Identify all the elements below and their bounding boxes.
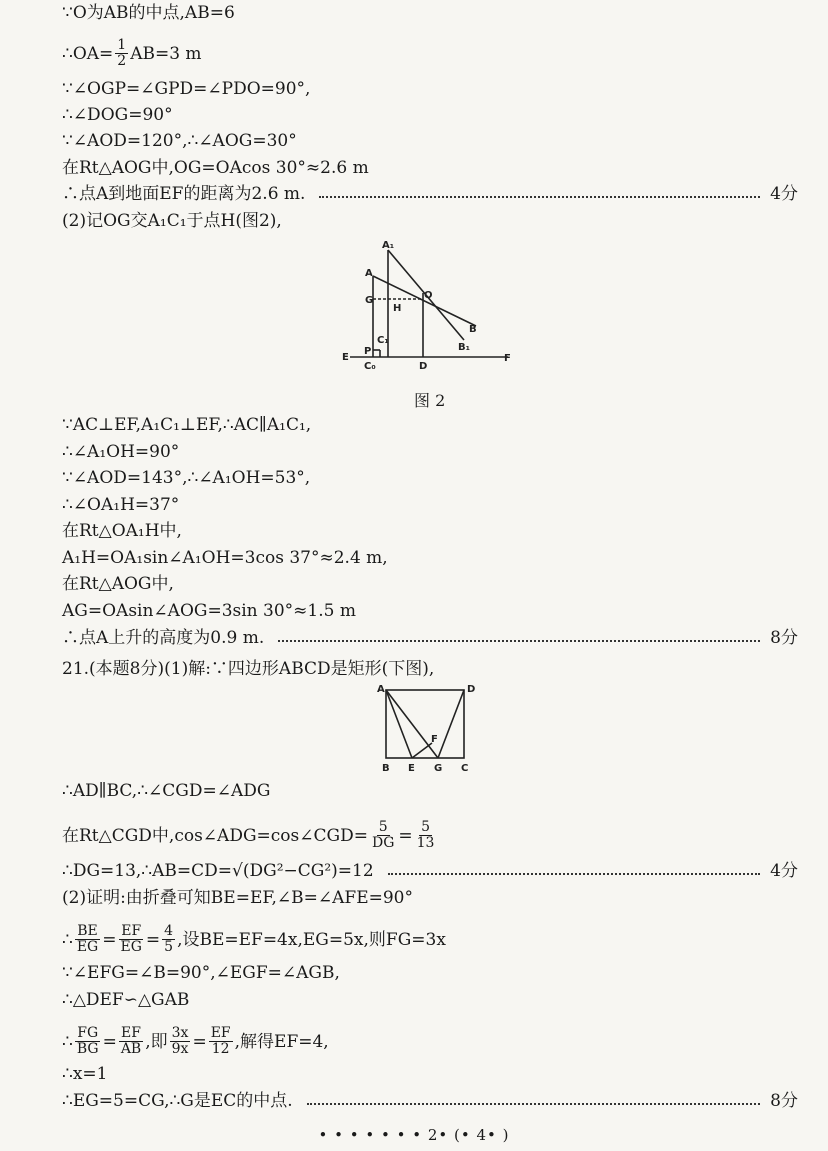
line-3: ∵∠OGP=∠GPD=∠PDO=90°, (62, 79, 311, 99)
line-28: ∴EG=5=CG,∴G是EC的中点. 8分 (62, 1091, 798, 1111)
score-label: 4分 (770, 861, 798, 881)
label-h: H (393, 303, 402, 314)
rectangle-figure (374, 682, 482, 774)
line-11: ∵∠AOD=143°,∴∠A₁OH=53°, (62, 468, 311, 488)
line-22: (2)证明:由折叠可知BE=EF,∠B=∠AFE=90° (62, 888, 413, 908)
label-g: G (365, 295, 374, 306)
fraction-half: $\frac{1}{2}$ (117, 37, 127, 69)
line-24: ∵∠EFG=∠B=90°,∠EGF=∠AGB, (62, 963, 340, 983)
line-1: ∵O为AB的中点,AB=6 (62, 3, 235, 23)
label-d: D (419, 361, 428, 372)
line-10: ∴∠A₁OH=90° (62, 442, 180, 462)
rect-label-c: C (461, 763, 469, 774)
line-5: ∵∠AOD=120°,∴∠AOG=30° (62, 131, 297, 151)
score-label: 4分 (770, 184, 798, 204)
segment-ef (412, 743, 432, 758)
line-9: ∵AC⊥EF,A₁C₁⊥EF,∴AC∥A₁C₁, (62, 415, 312, 435)
line-8: (2)记OG交A₁C₁于点H(图2), (62, 211, 282, 231)
label-b: B (469, 324, 477, 335)
line-18: 21.(本题8分)(1)解:∵四边形ABCD是矩形(下图), (62, 659, 435, 679)
page-footer: • • • • • • • 2• (• 4• ) (318, 1126, 510, 1144)
figure-caption: 图 2 (414, 391, 446, 410)
line-12: ∴∠OA₁H=37° (62, 495, 180, 515)
label-o: O (424, 290, 433, 301)
dot-leader (307, 1103, 760, 1105)
line-13: 在Rt△OA₁H中, (62, 521, 182, 541)
fraction: $\frac{5}{DG}$ (371, 819, 395, 851)
rect-label-a: A (377, 684, 385, 695)
line-21: ∴DG=13,∴AB=CD=√(DG²−CG²)=12 4分 (62, 861, 798, 881)
fraction: $\frac{3x}{9x}$ (171, 1025, 189, 1057)
rect-label-e: E (408, 763, 415, 774)
label-f: F (504, 353, 511, 364)
rect-label-f: F (431, 734, 438, 745)
line-14: A₁H=OA₁sin∠A₁OH=3cos 37°≈2.4 m, (62, 548, 388, 568)
segment-ag (386, 690, 438, 758)
fraction: $\frac{FG}{BG}$ (76, 1025, 99, 1057)
fraction: $\frac{EF}{AB}$ (120, 1025, 142, 1057)
segment-dg (438, 690, 464, 758)
line-16: AG=OAsin∠AOG=3sin 30°≈1.5 m (62, 601, 356, 621)
figure-2 (336, 236, 526, 376)
line-27: ∴x=1 (62, 1064, 108, 1084)
rectangle-figure-svg (374, 682, 482, 774)
score-label: 8分 (770, 628, 798, 648)
line-26: ∴ $\frac{FG}{BG}$ = $\frac{EF}{AB}$ ,即 $\frac{3x}{9x}$ = $\frac{EF}{12}$ ,解得EF=4, (62, 1025, 329, 1057)
segment-ae (386, 690, 412, 758)
line-17: ∴点A上升的高度为0.9 m. 8分 (62, 628, 798, 648)
line-6: 在Rt△AOG中,OG=OAcos 30°≈2.6 m (62, 158, 369, 178)
line-25: ∴△DEF∽△GAB (62, 990, 190, 1010)
score-label: 8分 (770, 1091, 798, 1111)
rect-label-d: D (467, 684, 476, 695)
fraction: $\frac{4}{5}$ (164, 923, 174, 955)
line-20: 在Rt△CGD中,cos∠ADG=cos∠CGD= $\frac{5}{DG}$ = $\frac{5}{13}$ (62, 819, 435, 851)
fraction: $\frac{EF}{12}$ (210, 1025, 231, 1057)
label-p: P (364, 346, 372, 357)
line-19: ∴AD∥BC,∴∠CGD=∠ADG (62, 781, 271, 801)
rect-label-g: G (434, 763, 443, 774)
dot-leader (388, 873, 761, 875)
figure-2-svg (336, 236, 526, 376)
label-e: E (342, 352, 349, 363)
fraction: $\frac{EF}{EG}$ (120, 923, 142, 955)
label-c1: C₁ (377, 335, 389, 346)
label-a1: A₁ (382, 240, 395, 251)
line-7: ∴点A到地面EF的距离为2.6 m. 4分 (62, 184, 798, 204)
dot-leader (319, 196, 760, 198)
rect-label-b: B (382, 763, 390, 774)
line-15: 在Rt△AOG中, (62, 574, 174, 594)
label-a: A (365, 268, 373, 279)
line-23: ∴ $\frac{BE}{EG}$ = $\frac{EF}{EG}$ = $\frac{4}{5}$ ,设BE=EF=4x,EG=5x,则FG=3x (62, 923, 446, 955)
fraction: $\frac{5}{13}$ (416, 819, 435, 851)
fraction: $\frac{BE}{EG}$ (76, 923, 99, 955)
line-2: ∴OA= $\frac{1}{2}$ AB=3 m (62, 37, 202, 69)
label-c0: C₀ (364, 361, 376, 372)
dot-leader (278, 640, 760, 642)
line-4: ∴∠DOG=90° (62, 105, 173, 125)
label-b1: B₁ (458, 342, 471, 353)
